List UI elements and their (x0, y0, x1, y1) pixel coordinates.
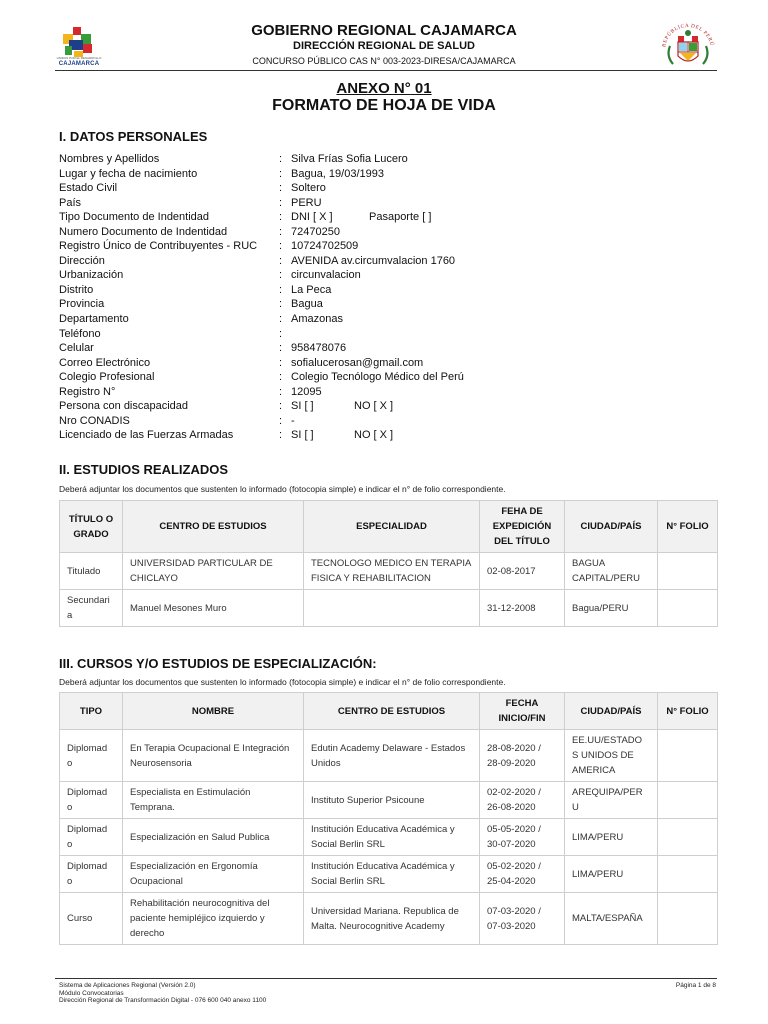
annex-label: ANEXO N° (336, 80, 411, 97)
field-separator: : (279, 182, 283, 195)
field-value: Bagua, 19/03/1993 (291, 167, 384, 180)
field-separator: : (279, 153, 283, 165)
field-value-secondary: NO [ X ] (354, 400, 394, 413)
field-value: Bagua (291, 298, 323, 311)
personal-data-row (59, 399, 699, 414)
logo-caption: CAJAMARCA (58, 61, 100, 67)
city-country-cell: LIMA/PERU (565, 819, 658, 856)
folio-cell (658, 856, 718, 893)
page-title: GOBIERNO REGIONAL CAJAMARCA (251, 22, 517, 39)
name-cell: Especialización en Ergonomía Ocupacional (123, 856, 304, 893)
field-label: Celular (59, 342, 94, 355)
field-value: - (291, 414, 295, 427)
name-cell: En Terapia Ocupacional E Integración Neurosensoria (123, 730, 304, 782)
table-header-row (60, 693, 718, 730)
field-label: Urbanización (59, 269, 124, 282)
personal-data-row (59, 385, 699, 400)
date-range-cell: 02-02-2020 / 26-08-2020 (480, 782, 565, 819)
header-divider (55, 70, 717, 71)
field-value: AVENIDA av.circumvalacion 1760 (291, 254, 456, 267)
degree-cell: Secundari a (60, 590, 123, 627)
section-personal-data-heading: I. DATOS PERSONALES (59, 129, 208, 144)
section-courses-heading: III. CURSOS Y/O ESTUDIOS DE ESPECIALIZACIÓN: (59, 656, 377, 671)
institution-cell: Edutin Academy Delaware - Estados Unidos (304, 730, 480, 782)
field-value: SI [ ] (291, 400, 314, 413)
footer-module: Módulo Convocatorias (59, 989, 124, 997)
field-value: Colegio Tecnólogo Médico del Perú (291, 371, 464, 384)
column-header: FEHA DE EXPEDICIÓN DEL TÍTULO (480, 501, 565, 553)
field-label: Provincia (59, 298, 105, 311)
folio-cell (658, 730, 718, 782)
city-country-cell: EE.UU/ESTADO S UNIDOS DE AMERICA (565, 730, 658, 782)
type-cell: Diplomad o (60, 819, 123, 856)
personal-data-row (59, 356, 699, 371)
table-header-row (60, 501, 718, 553)
column-header: NOMBRE (123, 693, 304, 730)
field-label: Lugar y fecha de nacimiento (59, 167, 198, 180)
name-cell: Especialista en Estimulación Temprana. (123, 782, 304, 819)
city-country-cell: LIMA/PERU (565, 856, 658, 893)
footer-info (59, 982, 266, 1005)
degree-cell: Titulado (60, 553, 123, 590)
personal-data-row (59, 370, 699, 385)
field-separator: : (279, 429, 283, 442)
date-range-cell: 07-03-2020 / 07-03-2020 (480, 893, 565, 945)
field-value: Amazonas (291, 313, 343, 326)
folio-cell (658, 782, 718, 819)
field-label: Correo Electrónico (59, 356, 151, 369)
city-country-cell: BAGUA CAPITAL/PERU (565, 553, 658, 590)
field-label: Persona con discapacidad (59, 400, 189, 413)
personal-data-row (59, 414, 699, 429)
table-row (60, 782, 718, 819)
field-value: Silva Frías Sofia Lucero (291, 153, 408, 165)
folio-cell (658, 590, 718, 627)
field-separator: : (279, 385, 283, 398)
folio-cell (658, 819, 718, 856)
table-row (60, 819, 718, 856)
city-country-cell: Bagua/PERU (565, 590, 658, 627)
field-separator: : (279, 298, 283, 311)
personal-data-row (59, 167, 699, 182)
type-cell: Diplomad o (60, 856, 123, 893)
personal-data-row (59, 428, 699, 443)
contest-reference: CONCURSO PÚBLICO CAS N° 003-2023-DIRESA/CAJAMARCA (252, 56, 516, 66)
personal-data-row (59, 327, 699, 342)
personal-data-row (59, 268, 699, 283)
field-label: Colegio Profesional (59, 371, 155, 384)
personal-data-row (59, 283, 699, 298)
courses-table (59, 692, 718, 945)
field-value: SI [ ] (291, 429, 314, 442)
column-header: TÍTULO O GRADO (60, 501, 123, 553)
column-header: CIUDAD/PAÍS (565, 693, 658, 730)
field-separator: : (279, 254, 283, 267)
field-value: 958478076 (291, 342, 347, 355)
city-country-cell: AREQUIPA/PER U (565, 782, 658, 819)
name-cell: Especialización en Salud Publica (123, 819, 304, 856)
field-value: PERU (291, 196, 322, 209)
field-label: Tipo Documento de Indentidad (59, 211, 210, 224)
field-separator: : (279, 414, 283, 427)
field-separator: : (279, 356, 283, 369)
personal-data-row (59, 210, 699, 225)
institution-cell: Instituto Superior Psicoune (304, 782, 480, 819)
institution-cell: Institución Educativa Académica y Social Berlin SRL (304, 819, 480, 856)
page-subtitle: DIRECCIÓN REGIONAL DE SALUD (293, 40, 475, 52)
field-label: Licenciado de las Fuerzas Armadas (59, 429, 234, 442)
field-label: Estado Civil (59, 182, 118, 195)
field-label: País (59, 196, 82, 209)
city-country-cell: MALTA/ESPAÑA (565, 893, 658, 945)
issue-date-cell: 31-12-2008 (480, 590, 565, 627)
logo-tagline: UNIDOS POR EL DESARROLLO (56, 56, 102, 60)
field-value: 10724702509 (291, 240, 359, 253)
field-label: Nro CONADIS (59, 414, 130, 427)
field-label: Departamento (59, 313, 129, 326)
type-cell: Diplomad o (60, 730, 123, 782)
name-cell: Rehabilitación neurocognitiva del paciente hemipléjico izquierdo y derecho (123, 893, 304, 945)
field-separator: : (279, 371, 283, 384)
footer-divider (55, 978, 717, 979)
field-separator: : (279, 167, 283, 180)
field-value: 72470250 (291, 225, 340, 238)
form-title: FORMATO DE HOJA DE VIDA (272, 97, 496, 114)
field-separator: : (279, 211, 283, 224)
personal-data-row (59, 341, 699, 356)
personal-data-row (59, 225, 699, 240)
institution-cell: Institución Educativa Académica y Social Berlin SRL (304, 856, 480, 893)
table-row (60, 893, 718, 945)
field-label: Dirección (59, 254, 105, 267)
personal-data-list (59, 152, 699, 443)
field-label: Numero Documento de Indentidad (59, 225, 228, 238)
column-header: N° FOLIO (658, 693, 718, 730)
personal-data-row (59, 297, 699, 312)
personal-data-row (59, 181, 699, 196)
type-cell: Curso (60, 893, 123, 945)
seal-text: REPÚBLICA DEL PERÚ (661, 22, 715, 48)
footer-contact: Dirección Regional de Transformación Digital - 076 600 040 anexo 1100 (59, 997, 267, 1004)
column-header: FECHA INICIO/FIN (480, 693, 565, 730)
field-value: sofialucerosan@gmail.com (291, 356, 424, 369)
institution-cell: Universidad Mariana. Republica de Malta. Neurocognitive Academy (304, 893, 480, 945)
field-value: 12095 (291, 385, 322, 398)
field-label: Nombres y Apellidos (59, 153, 160, 165)
institution-cell: Manuel Mesones Muro (123, 590, 304, 627)
type-cell: Diplomad o (60, 782, 123, 819)
personal-data-row (59, 239, 699, 254)
field-label: Teléfono (59, 327, 101, 340)
table-row (60, 553, 718, 590)
annex-heading (0, 80, 768, 97)
studies-table (59, 500, 718, 627)
page-number: Página 1 de 8 (675, 982, 716, 989)
field-separator: : (279, 327, 283, 340)
personal-data-row (59, 312, 699, 327)
date-range-cell: 05-05-2020 / 30-07-2020 (480, 819, 565, 856)
institution-cell: UNIVERSIDAD PARTICULAR DE CHICLAYO (123, 553, 304, 590)
table-row (60, 730, 718, 782)
folio-cell (658, 553, 718, 590)
table-row (60, 856, 718, 893)
issue-date-cell: 02-08-2017 (480, 553, 565, 590)
personal-data-row (59, 196, 699, 211)
field-separator: : (279, 196, 283, 209)
courses-note: Deberá adjuntar los documentos que sustenten lo informado (fotocopia simple) e indicar el n° de folio correspondiente. (59, 677, 506, 687)
field-value-secondary: NO [ X ] (354, 429, 394, 442)
field-separator: : (279, 225, 283, 238)
date-range-cell: 05-02-2020 / 25-04-2020 (480, 856, 565, 893)
field-value: Soltero (291, 182, 326, 195)
section-studies-heading: II. ESTUDIOS REALIZADOS (59, 462, 229, 477)
folio-cell (658, 893, 718, 945)
studies-note: Deberá adjuntar los documentos que sustenten lo informado (fotocopia simple) e indicar el n° de folio correspondiente. (59, 484, 506, 494)
annex-number: 01 (414, 80, 432, 97)
field-separator: : (279, 400, 283, 413)
personal-data-row (59, 254, 699, 269)
column-header: TIPO (60, 693, 123, 730)
field-value-secondary: Pasaporte [ ] (369, 211, 432, 224)
column-header: CENTRO DE ESTUDIOS (304, 693, 480, 730)
footer-system: Sistema de Aplicaciones Regional (Versión 2.0) (59, 982, 196, 989)
field-value: La Peca (291, 283, 332, 296)
peru-coat-of-arms-icon (657, 16, 719, 78)
field-value: DNI [ X ] (291, 211, 333, 224)
table-row (60, 590, 718, 627)
column-header: N° FOLIO (658, 501, 718, 553)
field-separator: : (279, 283, 283, 296)
specialty-cell: TECNOLOGO MEDICO EN TERAPIA FISICA Y REHABILITACION (304, 553, 480, 590)
field-label: Registro N° (59, 385, 116, 398)
date-range-cell: 28-08-2020 / 28-09-2020 (480, 730, 565, 782)
field-separator: : (279, 240, 283, 253)
column-header: ESPECIALIDAD (304, 501, 480, 553)
field-value: circunvalacion (291, 269, 361, 282)
column-header: CIUDAD/PAÍS (565, 501, 658, 553)
field-separator: : (279, 313, 283, 326)
field-label: Registro Único de Contribuyentes - RUC (59, 240, 258, 253)
specialty-cell (304, 590, 480, 627)
field-separator: : (279, 342, 283, 355)
personal-data-row (59, 152, 699, 167)
field-separator: : (279, 269, 283, 282)
column-header: CENTRO DE ESTUDIOS (123, 501, 304, 553)
field-label: Distrito (59, 283, 94, 296)
